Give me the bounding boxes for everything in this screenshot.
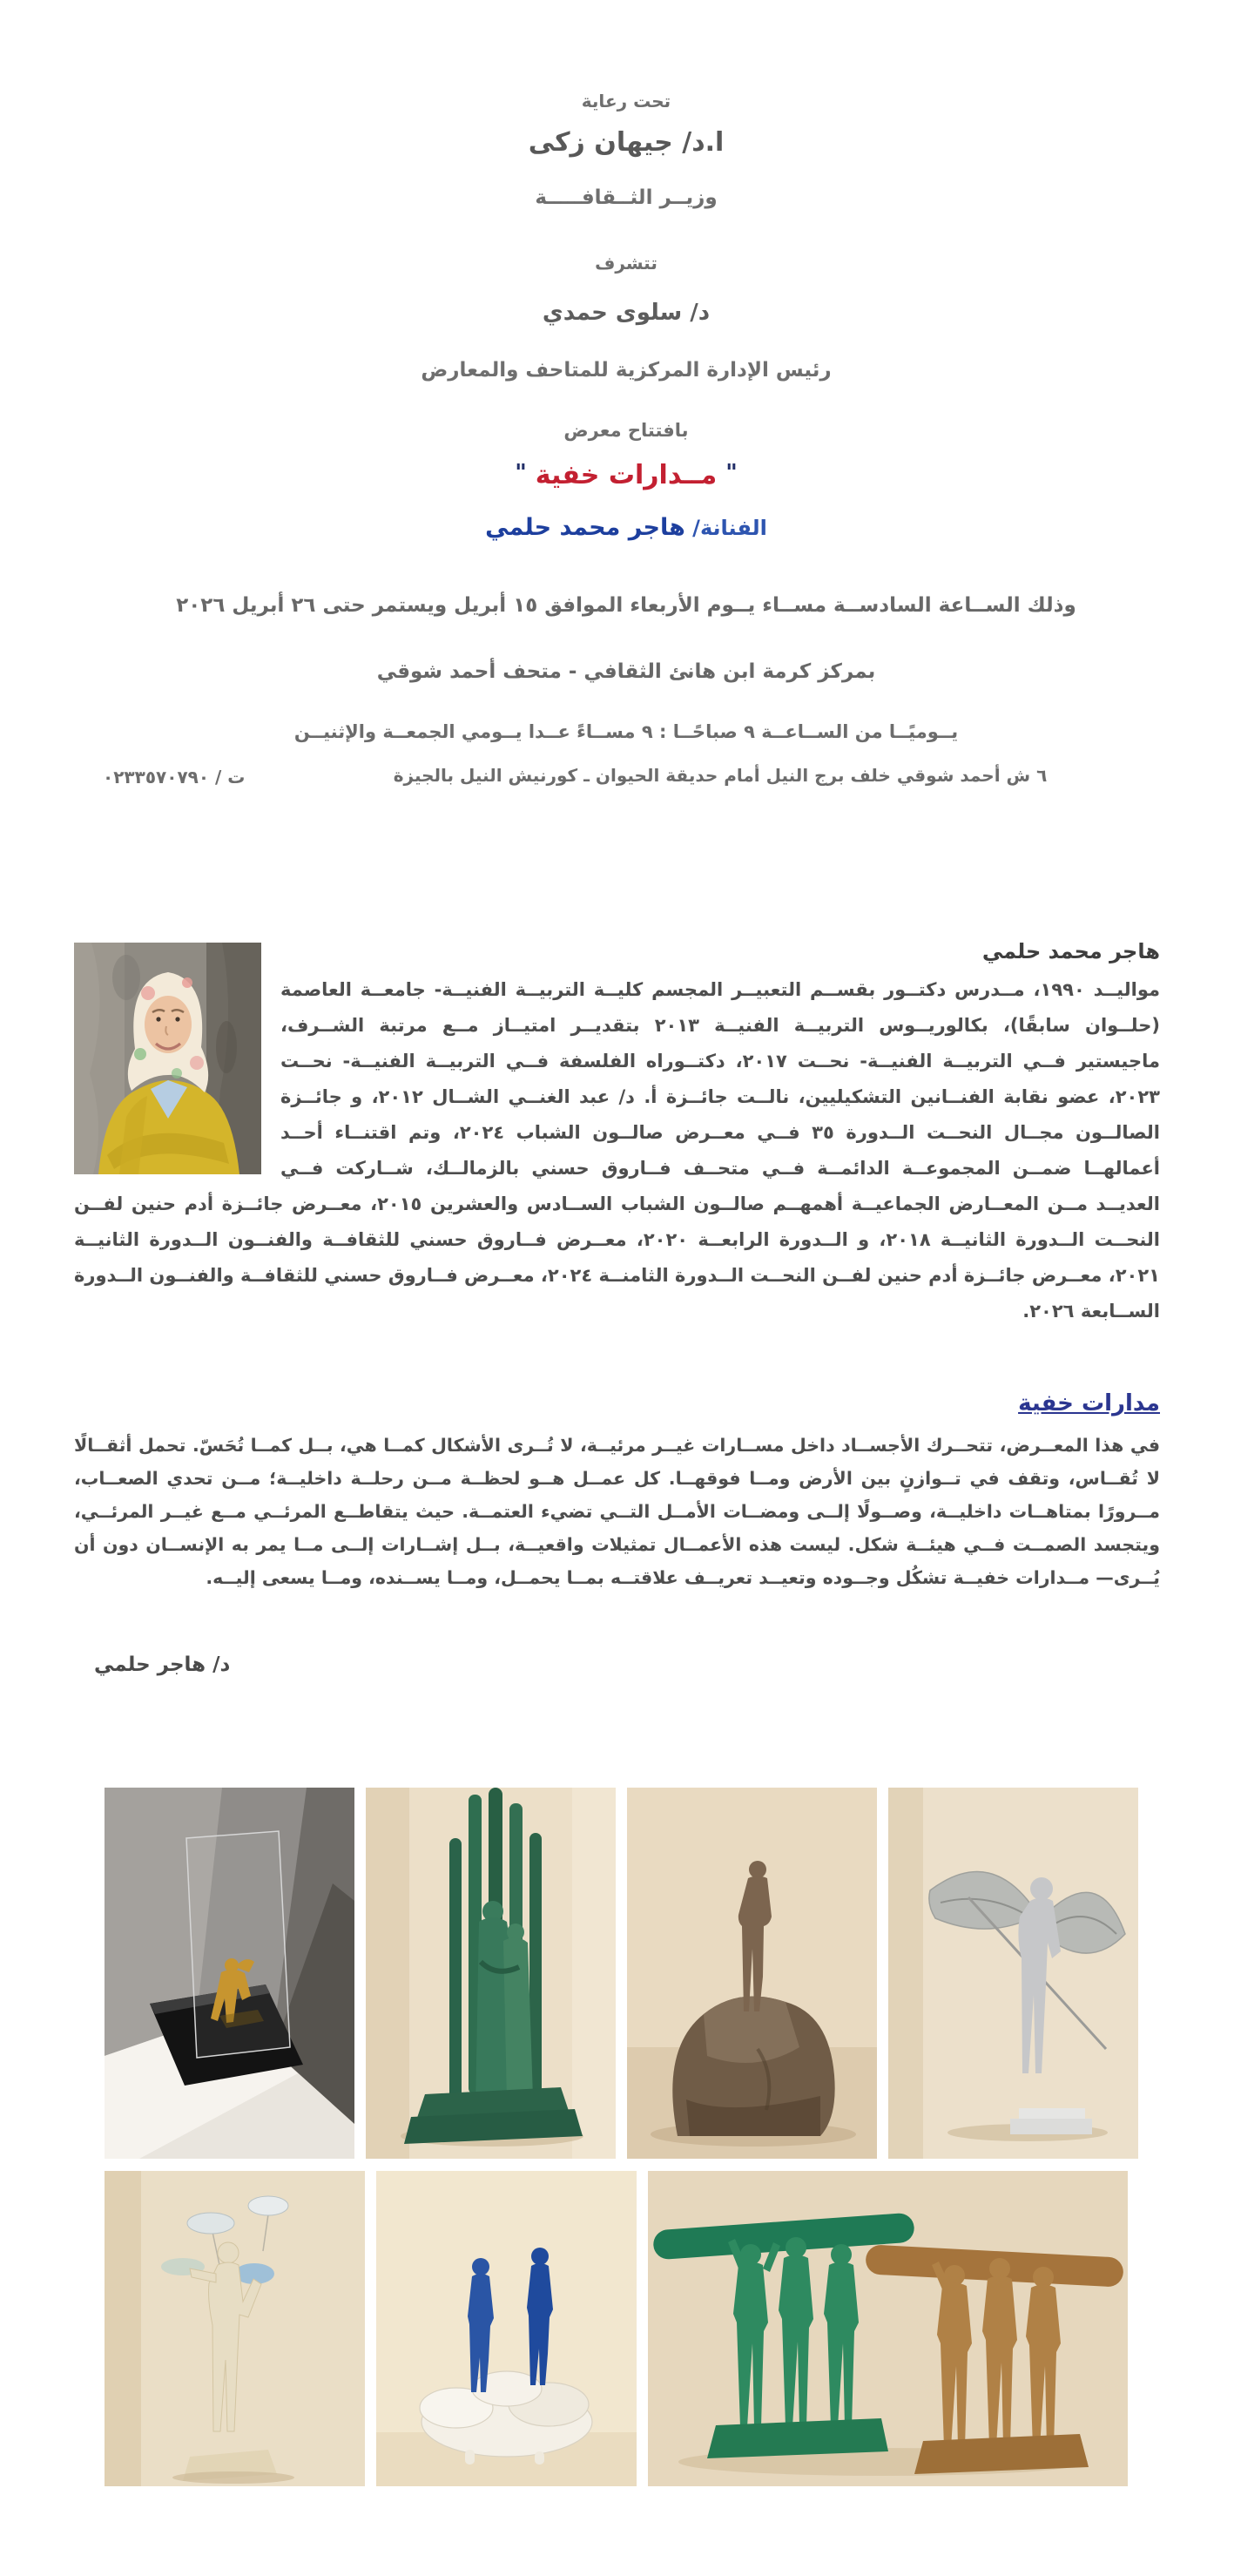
patronage-label: تحت رعاية (581, 91, 671, 112)
winged-figure-artwork-image (888, 1788, 1138, 2159)
figure-on-rock-artwork-image (627, 1788, 877, 2159)
event-phone: ت / ٠٢٣٣٥٧٠٧٩٠ (103, 767, 246, 788)
artworks-gallery (105, 1788, 1139, 2486)
photo-green-figures-columns (366, 1788, 616, 2159)
close-quote: " (515, 460, 527, 486)
host-title: رئيس الإدارة المركزية للمتاحف والمعارض (421, 359, 832, 382)
photo-groups-carrying-logs (648, 2171, 1128, 2486)
artist-portrait-image (74, 943, 261, 1174)
figure-with-clouds-artwork-image (105, 2171, 365, 2486)
photo-blue-figures-on-cloud (376, 2171, 637, 2486)
photo-figure-on-rock (627, 1788, 877, 2159)
green-columns-artwork-image (366, 1788, 616, 2159)
host-name: د/ سلوى حمدي (542, 300, 711, 326)
photo-gold-figure-on-plinth (105, 1788, 354, 2159)
bio-text: مواليــد ١٩٩٠، مــدرس دكتــور بقســم التعبيــر المجسم كليــة التربيــة الفنيــة- جامعــة العاصمة (حلــوان سابقًا)، بكالوريــوس التربيــة الفنيــة ٢٠١٣ بتقديــر امتيــاز مــع مرتبة الشــرف، ماجيستير فــي التربيــة الفنيــة- نحــت ٢٠١٧، دكتــوراه الفلسفة فــي التربيــة الفنيــة- نحــت ٢٠٢٣، عضو نقابة الفنــانين التشكيليين، نالــت جائــزة أ. د/ عبد الغنــي الشــال ٢٠١٢، و جائــزة الصالــون مجــال النحــت الــدورة ٣٥ فــي معــرض صالــون الشباب ٢٠٢٤، وتم اقتنــاء أحــد أعمالهــا ضمــن المجموعــة الدائمــة فــي متحــف فــاروق حسني بالزمالــك، شــاركت فــي العديــد مــن المعــارض الجماعيــة أهمهــم صالــون الشباب الســادس والعشرين ٢٠١٥، معــرض جائــزة أدم حنين لفــن النحــت الــدورة الثانيــة ٢٠١٨، و الــدورة الرابعــة ٢٠٢٠، معــرض فــاروق حسني للثقافــة والفنــون الــدورة الثانيــة ٢٠٢١، معــرض جائــزة أدم حنين لفــن النحــت الــدورة الثامنــة ٢٠٢٤، معــرض فــاروق حسني للثقافــة والفنــون الــدورة الســابعة ٢٠٢٦. (74, 979, 1160, 1322)
statement-text: في هذا المعــرض، تتحــرك الأجســاد داخل مســارات غيــر مرئيــة، لا تُــرى الأشكال كمــا هي، بــل كمــا تُحَسّ. تحمل أثقــالًا لا تُقــاس، وتقف في تــوازنٍ بين الأرض ومــا فوقهــا. كل عمــل هــو لحظــة مــن رحلــة داخليــة؛ مــن تحدي الصعــاب، مــرورًا بمتاهــات داخليــة، وصــولًا إلــى ومضــات الأمــل التــي تضيء العتمــة. حيث يتقاطــع المرئــي مــع غيــر المرئــي، ويتجسد الصمــت فــي هيئــة شكل. ليست هذه الأعمــال تمثيلات واقعيــة، بــل إشــارات إلــى مــا يمر به الإنســان دون أن يُــرى— مــدارات خفيــة تشكُل وجــوده وتعيــد تعريــف علاقتــه بمــا يحمــل، ومــا يســنده، ومــا يسعى إليــه. (74, 1435, 1160, 1588)
artist-bio-section (74, 939, 1160, 1356)
photo-winged-figure (888, 1788, 1138, 2159)
gold-figure-artwork-image (105, 1788, 354, 2159)
artist-line (73, 514, 1179, 541)
exhibition-title-line (73, 460, 1179, 490)
log-carriers-artwork-image (648, 2171, 1128, 2486)
statement-signature: د/ هاجر حلمي (94, 1653, 231, 1676)
patron-name: ا.د/ جيهان زكى (528, 127, 725, 158)
statement-heading: مدارات خفية (1018, 1390, 1160, 1416)
bio-title: هاجر محمد حلمي (981, 939, 1160, 963)
event-hours: يــوميًــا من الســاعــة ٩ صباحًــا : ٩ مســاءً عــدا يــومي الجمعــة والإثنيــن (293, 721, 959, 742)
patron-title: وزيــر الثــقافـــــة (535, 186, 718, 209)
blue-figures-artwork-image (376, 2171, 637, 2486)
event-address: ٦ ش أحمد شوقي خلف برج النيل أمام حديقة الحيوان ـ كورنيش النيل بالجيزة (393, 765, 1048, 786)
gallery-row-1 (105, 1788, 1139, 2159)
exhibition-title: مــدارات خفية (535, 460, 718, 490)
honored-label: تتشرف (595, 253, 657, 274)
artist-label: الفنانة/ (684, 516, 767, 540)
open-quote: " (725, 460, 738, 486)
opening-label: بافتتاح معرض (563, 420, 689, 441)
event-venue: بمركز كرمة ابن هانئ الثقافي - متحف أحمد شوقي (376, 660, 876, 683)
artist-name: هاجر محمد حلمي (485, 514, 685, 541)
statement-section (74, 1390, 1160, 1643)
artist-portrait-photo (74, 943, 261, 1174)
gallery-row-2 (105, 2171, 1139, 2486)
photo-figure-with-clouds (105, 2171, 365, 2486)
event-datetime: وذلك الســاعة السادســة مســاء يــوم الأربعاء الموافق ١٥ أبريل ويستمر حتى ٢٦ أبريل ٢٠٢٦ (176, 594, 1076, 617)
